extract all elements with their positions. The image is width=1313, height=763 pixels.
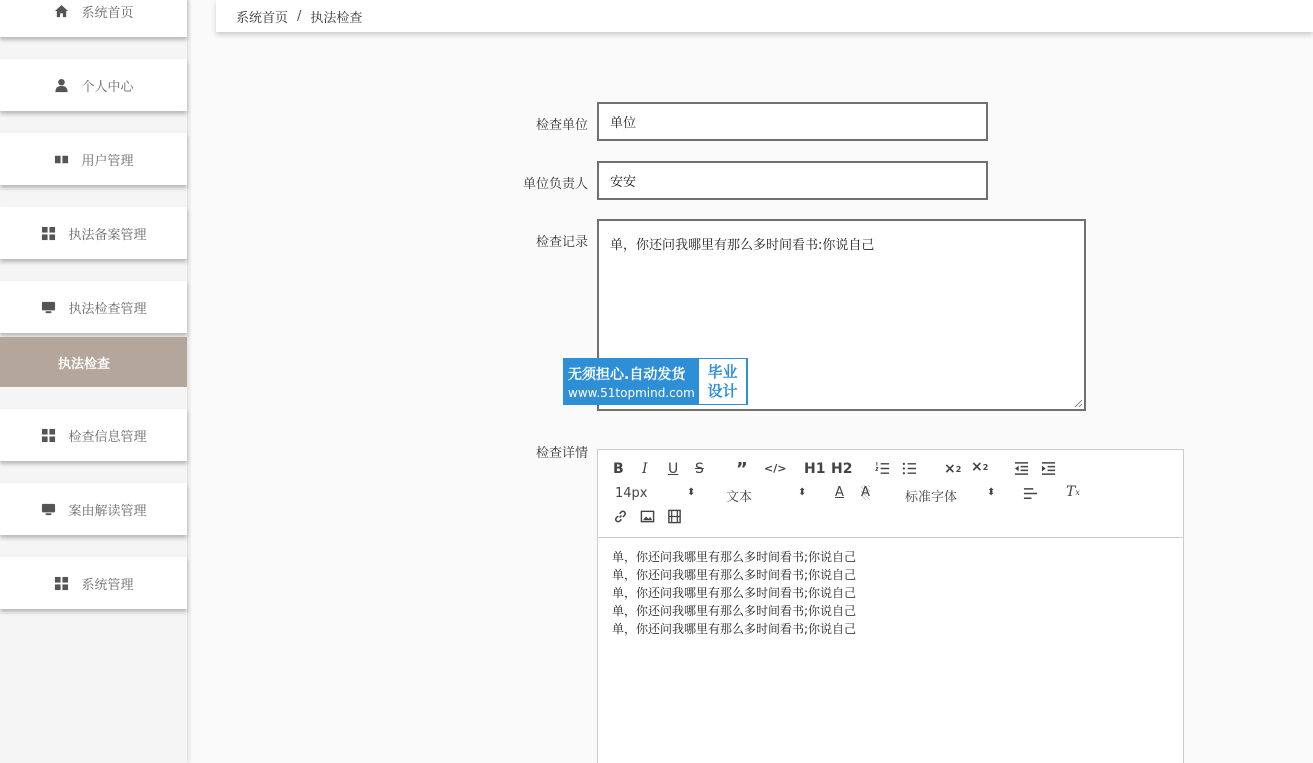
- monitor-icon: [40, 501, 56, 517]
- unit-label: 检查单位: [535, 118, 588, 133]
- leader-field[interactable]: 安安: [597, 161, 988, 200]
- watermark-url: www.51topmind.com: [568, 385, 695, 400]
- sidebar: [0, 0, 187, 763]
- strike-button[interactable]: S: [695, 461, 704, 477]
- resize-handle-icon[interactable]: [1074, 399, 1082, 407]
- sidebar-subitem-inspection[interactable]: 执法检查: [0, 337, 187, 387]
- editor-content[interactable]: [598, 538, 1183, 648]
- editor-line: 单，你还问我哪里有那么多时间看书;你说自己: [612, 586, 857, 600]
- grid-icon: [40, 427, 56, 443]
- bullet-list-icon[interactable]: [902, 461, 917, 476]
- detail-label: 检查详情: [535, 446, 588, 461]
- image-icon[interactable]: [640, 509, 655, 524]
- sidebar-item-system[interactable]: [0, 557, 187, 609]
- sidebar-item-label: 个人中心: [81, 79, 134, 95]
- unit-field[interactable]: 单位: [597, 102, 988, 141]
- header-select[interactable]: [726, 486, 808, 505]
- sidebar-item-label: 执法备案管理: [68, 227, 147, 243]
- code-icon[interactable]: </>: [764, 462, 787, 475]
- h2-button[interactable]: H2: [831, 461, 853, 477]
- subscript-icon[interactable]: × 2: [944, 461, 962, 477]
- monitor-icon: [40, 299, 56, 315]
- sidebar-item-label: 系统首页: [81, 5, 134, 21]
- breadcrumb: [216, 0, 1313, 32]
- editor-line: 单，你还问我哪里有那么多时间看书;你说自己: [612, 622, 857, 636]
- underline-button[interactable]: U: [668, 461, 679, 477]
- sidebar-item-label: 检查信息管理: [68, 429, 147, 445]
- breadcrumb-home-link[interactable]: 系统首页: [236, 10, 289, 26]
- clear-format-icon[interactable]: T x: [1066, 484, 1080, 500]
- sidebar-item-case-reading[interactable]: [0, 483, 187, 535]
- indent-icon[interactable]: [1041, 461, 1056, 476]
- align-icon[interactable]: [1023, 486, 1038, 501]
- breadcrumb-separator: /: [297, 8, 302, 24]
- leader-label: 单位负责人: [522, 177, 588, 192]
- editor-toolbar: [598, 450, 1183, 538]
- sidebar-item-label: 系统管理: [81, 577, 134, 593]
- font-size-select[interactable]: [615, 486, 697, 501]
- sidebar-item-home[interactable]: [0, 0, 187, 37]
- grid-icon: [53, 575, 69, 591]
- sidebar-item-users[interactable]: [0, 133, 187, 185]
- select-arrows-icon: ⬍: [987, 487, 996, 498]
- font-family-value: 标准字体: [905, 490, 958, 505]
- sidebar-item-filing[interactable]: [0, 207, 187, 259]
- sidebar-item-label: 案由解读管理: [68, 503, 147, 519]
- header-select-value: 文本: [726, 490, 753, 505]
- watermark-banner: [563, 358, 748, 405]
- outdent-icon[interactable]: [1014, 461, 1029, 476]
- bold-button[interactable]: B: [613, 461, 624, 477]
- blockquote-icon[interactable]: ”: [736, 459, 748, 480]
- editor-line: 单，你还问我哪里有那么多时间看书;你说自己: [612, 604, 857, 618]
- watermark-badge: [699, 359, 746, 404]
- superscript-icon[interactable]: × 2: [971, 459, 989, 475]
- record-text: 单，你还问我哪里有那么多时间看书:你说自己: [610, 238, 875, 253]
- sidebar-item-label: 执法检查管理: [68, 301, 147, 317]
- select-arrows-icon: ⬍: [687, 487, 696, 498]
- link-icon[interactable]: [613, 509, 628, 524]
- record-label: 检查记录: [535, 235, 588, 250]
- users-icon: [53, 151, 69, 167]
- user-icon: [53, 77, 69, 93]
- background-color-icon[interactable]: A: [861, 485, 870, 500]
- sidebar-item-inspection[interactable]: [0, 281, 187, 333]
- h1-button[interactable]: H1: [804, 461, 826, 477]
- ordered-list-icon[interactable]: [875, 461, 890, 476]
- rich-text-editor: [597, 449, 1184, 763]
- select-arrows-icon: ⬍: [798, 487, 807, 498]
- watermark-badge-line2: 设计: [707, 381, 738, 400]
- italic-button[interactable]: I: [642, 461, 648, 477]
- sidebar-item-label: 用户管理: [81, 153, 134, 169]
- editor-line: 单，你还问我哪里有那么多时间看书;你说自己: [612, 550, 857, 564]
- editor-line: 单，你还问我哪里有那么多时间看书;你说自己: [612, 568, 857, 582]
- font-color-icon[interactable]: A: [835, 485, 844, 500]
- font-size-value: 14px: [615, 486, 648, 501]
- watermark-badge-line1: 毕业: [707, 362, 738, 381]
- breadcrumb-current: 执法检查: [310, 10, 363, 26]
- font-family-select[interactable]: [905, 486, 997, 505]
- home-icon: [53, 3, 69, 19]
- watermark-line1: 无须担心.自动发货: [568, 366, 686, 383]
- grid-icon: [40, 225, 56, 241]
- video-icon[interactable]: [667, 509, 682, 524]
- sidebar-item-check-info[interactable]: [0, 409, 187, 461]
- sidebar-item-profile[interactable]: [0, 59, 187, 111]
